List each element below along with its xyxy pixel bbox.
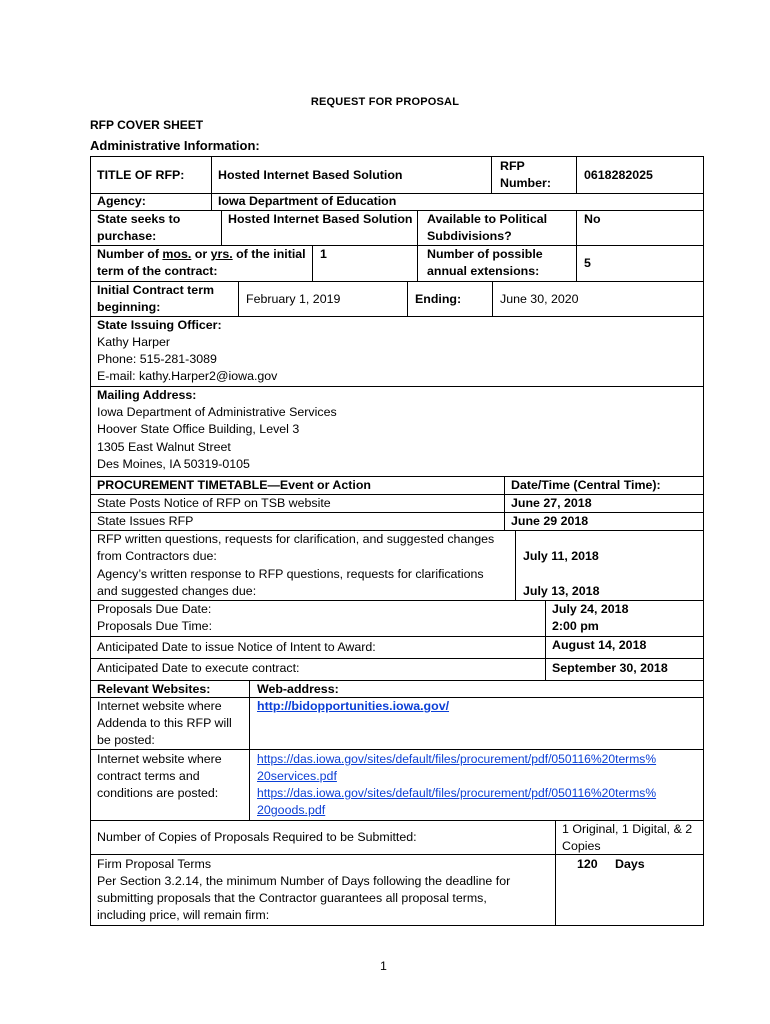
timetable-header-date: Date/Time (Central Time): — [511, 478, 661, 492]
rfp-number-label-line1: RFP — [500, 159, 525, 173]
months-label-post: of the initial — [232, 247, 306, 261]
firm-days-value: 120 — [577, 857, 598, 871]
page-number: 1 — [380, 959, 387, 973]
websites-header-address: Web-address: — [257, 682, 339, 696]
agency-value: Iowa Department of Education — [218, 194, 397, 208]
ending-label: Ending: — [415, 292, 462, 306]
title-value: Hosted Internet Based Solution — [218, 168, 403, 182]
timetable-row5-date: July 24, 2018 — [552, 602, 629, 616]
websites-header-label: Relevant Websites: — [97, 682, 211, 696]
timetable-row5-time: 2:00 pm — [552, 619, 599, 633]
firm-terms-label-line1: Firm Proposal Terms — [97, 857, 212, 871]
mailing-line1: Iowa Department of Administrative Services — [97, 405, 337, 419]
timetable-row4-date: July 13, 2018 — [523, 584, 600, 598]
months-value: 1 — [320, 247, 327, 261]
firm-days-label: Days — [615, 857, 645, 871]
timetable-row7-date: September 30, 2018 — [552, 661, 668, 675]
seeks-label-line2: purchase: — [97, 229, 157, 243]
addenda-link[interactable]: http://bidopportunities.iowa.gov/ — [257, 699, 450, 713]
timetable-row3-event-line2: from Contractors due: — [97, 549, 217, 563]
terms-services-link-line1[interactable]: https://das.iowa.gov/sites/default/files/procurement/pdf/050116%20terms% — [257, 752, 657, 766]
political-value: No — [584, 212, 601, 226]
mailing-line2: Hoover State Office Building, Level 3 — [97, 422, 300, 436]
timetable-row7-event: Anticipated Date to execute contract: — [97, 661, 300, 675]
timetable-row6-event: Anticipated Date to issue Notice of Intent to Award: — [97, 640, 376, 654]
addenda-label-line1: Internet website where — [97, 699, 222, 713]
timetable-row6-date: August 14, 2018 — [552, 638, 647, 652]
timetable-row5-event-line1: Proposals Due Date: — [97, 602, 212, 616]
addenda-label-line3: be posted: — [97, 733, 155, 747]
timetable-row3-date: July 11, 2018 — [523, 549, 599, 563]
officer-name: Kathy Harper — [97, 335, 171, 349]
months-label-pre: Number of — [97, 247, 163, 261]
extensions-label-line1: Number of possible — [427, 247, 543, 261]
copies-label: Number of Copies of Proposals Required to be Submitted: — [97, 830, 417, 844]
months-label-line2: term of the contract: — [97, 264, 218, 278]
political-label-line1: Available to Political — [427, 212, 548, 226]
terms-label-line1: Internet website where — [97, 752, 222, 766]
admin-info-heading: Administrative Information: — [90, 138, 260, 153]
firm-terms-label-line2: Per Section 3.2.14, the minimum Number of Days following the deadline for — [97, 874, 511, 888]
copies-value-line1: 1 Original, 1 Digital, & 2 — [562, 822, 693, 836]
timetable-row5-event-line2: Proposals Due Time: — [97, 619, 213, 633]
initial-term-label-line2: beginning: — [97, 300, 161, 314]
extensions-label-line2: annual extensions: — [427, 264, 540, 278]
mailing-line4: Des Moines, IA 50319-0105 — [97, 457, 250, 471]
political-label-line2: Subdivisions? — [427, 229, 512, 243]
timetable-row1-date: June 27, 2018 — [511, 496, 592, 510]
timetable-row3-event-line1: RFP written questions, requests for clarification, and suggested changes — [97, 532, 495, 546]
firm-terms-label-line3: submitting proposals that the Contractor guarantees all proposal terms, — [97, 891, 487, 905]
terms-label-line3: conditions are posted: — [97, 786, 219, 800]
timetable-row1-event: State Posts Notice of RFP on TSB website — [97, 496, 331, 510]
terms-goods-link-line1[interactable]: https://das.iowa.gov/sites/default/files/procurement/pdf/050116%20terms% — [257, 786, 657, 800]
seeks-label-line1: State seeks to — [97, 212, 181, 226]
months-label-line1 — [97, 246, 306, 263]
timetable-row4-event-line2: and suggested changes due: — [97, 584, 257, 598]
officer-phone: Phone: 515-281-3089 — [97, 352, 217, 366]
timetable-header-event: PROCUREMENT TIMETABLE—Event or Action — [97, 478, 371, 492]
ending-value: June 30, 2020 — [500, 292, 579, 306]
firm-terms-label-line4: including price, will remain firm: — [97, 908, 270, 922]
extensions-value: 5 — [584, 256, 591, 270]
terms-goods-link-line2[interactable]: 20goods.pdf — [257, 803, 326, 817]
rfp-number-value: 0618282025 — [584, 168, 653, 182]
timetable-row2-event: State Issues RFP — [97, 514, 194, 528]
copies-value-line2: Copies — [562, 839, 601, 853]
officer-email: E-mail: kathy.Harper2@iowa.gov — [97, 369, 278, 383]
seeks-value: Hosted Internet Based Solution — [228, 212, 413, 226]
addenda-label-line2: Addenda to this RFP will — [97, 716, 232, 730]
mailing-label: Mailing Address: — [97, 388, 197, 402]
cover-sheet-heading: RFP COVER SHEET — [90, 118, 204, 132]
officer-label: State Issuing Officer: — [97, 318, 222, 332]
agency-label: Agency: — [97, 194, 146, 208]
months-label-mos: mos. — [162, 247, 192, 261]
timetable-row2-date: June 29 2018 — [511, 514, 589, 528]
rfp-number-label-line2: Number: — [500, 176, 551, 190]
months-label-or: or — [191, 247, 211, 261]
document-title: REQUEST FOR PROPOSAL — [310, 96, 460, 108]
initial-term-value: February 1, 2019 — [246, 292, 341, 306]
timetable-row4-event-line1: Agency’s written response to RFP questions, requests for clarifications — [97, 567, 484, 581]
title-label: TITLE OF RFP: — [97, 168, 185, 182]
mailing-line3: 1305 East Walnut Street — [97, 440, 231, 454]
initial-term-label-line1: Initial Contract term — [97, 283, 215, 297]
terms-services-link-line2[interactable]: 20services.pdf — [257, 769, 337, 783]
months-label-yrs: yrs. — [210, 247, 233, 261]
terms-label-line2: contract terms and — [97, 769, 200, 783]
